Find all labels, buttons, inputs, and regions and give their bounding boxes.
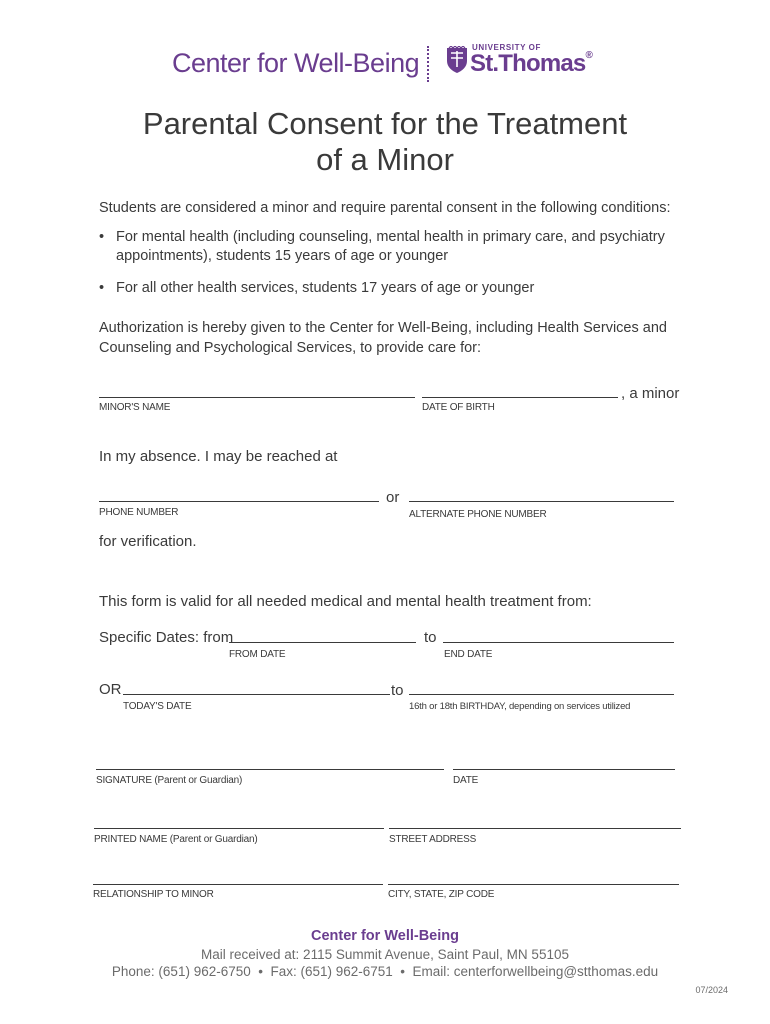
validity-intro: This form is valid for all needed medical and mental health treatment from: (99, 593, 592, 610)
birthday-date-field[interactable] (409, 694, 674, 695)
alternate-phone-field[interactable] (409, 501, 674, 502)
st-thomas-wordmark: St.Thomas® (470, 50, 593, 77)
street-address-field[interactable] (389, 828, 681, 829)
verification-text: for verification. (99, 533, 197, 550)
signature-date-field[interactable] (453, 769, 675, 770)
footer-contact-info: Phone: (651) 962-6750 • Fax: (651) 962-6751 • Email: centerforwellbeing@stthomas.edu (111, 964, 659, 979)
birthday-label: 16th or 18th BIRTHDAY, depending on services utilized (409, 701, 631, 712)
minor-name-field[interactable] (99, 397, 415, 398)
footer-title: Center for Well-Being (311, 928, 459, 944)
a-minor-text: , a minor (621, 385, 680, 402)
or-text-2: OR (99, 681, 122, 698)
city-state-zip-label: CITY, STATE, ZIP CODE (388, 889, 495, 900)
list-item: • For mental health (including counseling, mental health in primary care, and psychiatry appointments), students 15 years of age or younger (99, 228, 699, 266)
signature-label: SIGNATURE (Parent or Guardian) (96, 775, 243, 786)
from-date-field[interactable] (229, 642, 416, 643)
minor-name-label: MINOR'S NAME (99, 402, 171, 413)
page-title (0, 106, 770, 178)
title-line-1: Parental Consent for the Treatment (142, 106, 628, 141)
logo-divider (427, 46, 429, 82)
date-of-birth-label: DATE OF BIRTH (422, 402, 495, 413)
form-version: 07/2024 (695, 985, 728, 995)
from-date-label: FROM DATE (229, 649, 286, 660)
street-address-label: STREET ADDRESS (389, 834, 477, 845)
intro-text: Students are considered a minor and require parental consent in the following conditions: (99, 200, 671, 216)
specific-dates-text: Specific Dates: from (99, 629, 234, 646)
signature-date-label: DATE (453, 775, 479, 786)
todays-date-label: TODAY'S DATE (123, 701, 192, 712)
printed-name-field[interactable] (94, 828, 384, 829)
to-text-1: to (424, 629, 437, 646)
university-of-text: UNIVERSITY OF (472, 43, 541, 52)
title-line-2: of a Minor (316, 142, 454, 177)
date-of-birth-field[interactable] (422, 397, 618, 398)
city-state-zip-field[interactable] (388, 884, 679, 885)
center-for-well-being-logo: Center for Well-Being (172, 48, 420, 78)
signature-field[interactable] (96, 769, 444, 770)
university-shield-icon (446, 46, 468, 74)
authorization-text: Authorization is hereby given to the Center for Well-Being, including Health Services and Counseling and Psychological Services, to provide care for: (99, 320, 667, 356)
printed-name-label: PRINTED NAME (Parent or Guardian) (94, 834, 258, 845)
absence-text: In my absence. I may be reached at (99, 448, 338, 465)
phone-number-label: PHONE NUMBER (99, 507, 179, 518)
phone-number-field[interactable] (99, 501, 379, 502)
list-item: • For all other health services, students 17 years of age or younger (99, 279, 699, 298)
relationship-field[interactable] (93, 884, 383, 885)
conditions-list (99, 228, 699, 311)
end-date-label: END DATE (444, 649, 493, 660)
alternate-phone-label: ALTERNATE PHONE NUMBER (409, 509, 547, 520)
to-text-2: to (391, 682, 404, 699)
or-text: or (386, 489, 400, 506)
footer-mail-address: Mail received at: 2115 Summit Avenue, Saint Paul, MN 55105 (201, 947, 569, 962)
relationship-label: RELATIONSHIP TO MINOR (93, 889, 214, 900)
end-date-field[interactable] (443, 642, 674, 643)
todays-date-field[interactable] (123, 694, 390, 695)
